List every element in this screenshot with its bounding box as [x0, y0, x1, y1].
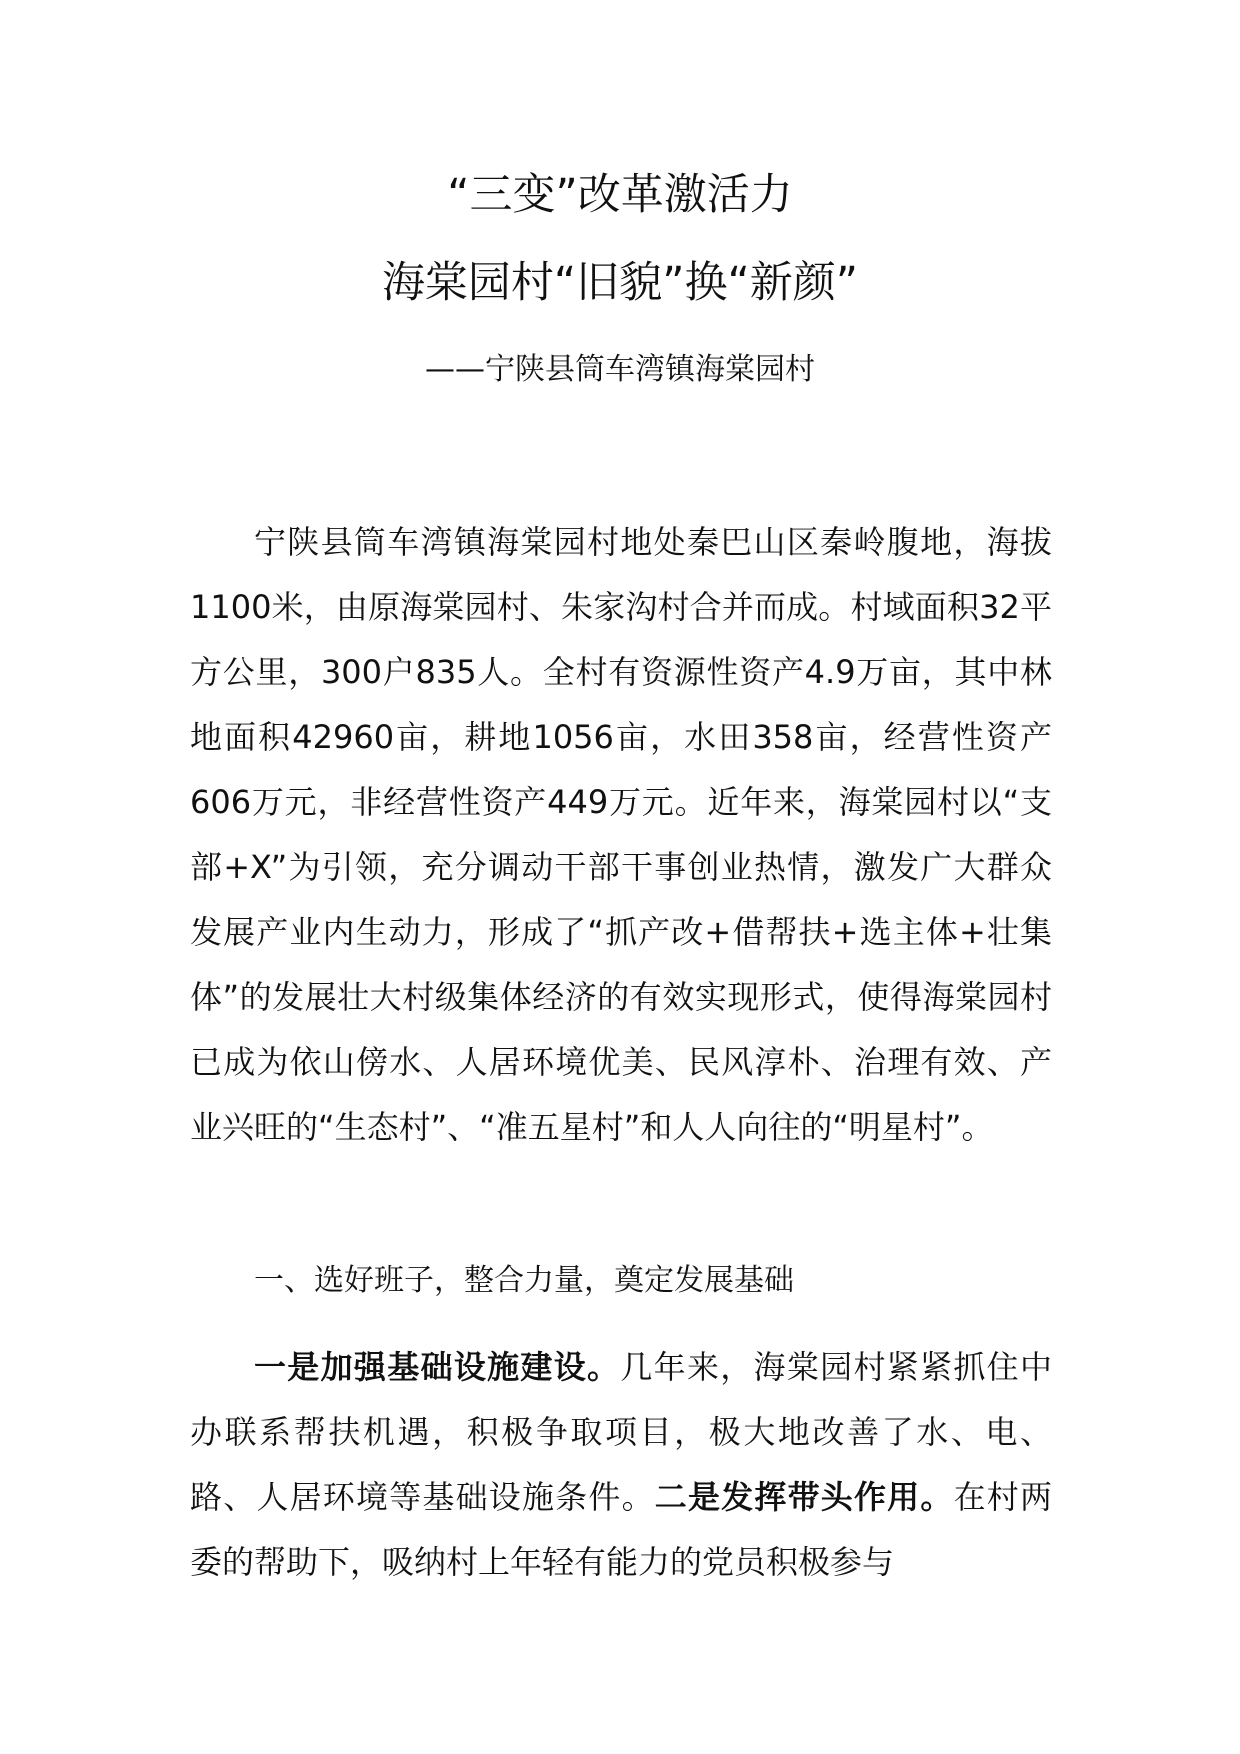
bold-lead-text: 一是加强基础设施建设。 [254, 1348, 621, 1386]
bold-lead-text: 二是发挥带头作用。 [654, 1478, 954, 1516]
section-heading: 一、选好班子，整合力量，奠定发展基础 [254, 1263, 794, 1298]
paragraph-text: 在村两委的帮助下，吸纳村上年轻有能力的党员积极参与 [190, 1478, 1052, 1581]
intro-paragraph: 宁陕县筒车湾镇海棠园村地处秦巴山区秦岭腹地，海拔1100米，由原海棠园村、朱家沟村合并而成。村域面积32平方公里，300户835人。全村有资源性资产4.9万亩，其中林地面积42960亩，耕地1056亩，水田358亩，经营性资产606万元，非经营性资产449万元。近年来，海棠园村以“支部+X”为引领，充分调动干部干事创业热情，激发广大群众发展产业内生动力，形成了“抓产改+借帮扶+选主体+壮集体”的发展壮大村级集体经济的有效实现形式，使得海棠园村已成为依山傍水、人居环境优美、民风淳朴、治理有效、产业兴旺的“生态村”、“准五星村”和人人向往的“明星村”。 [190, 523, 1052, 1146]
document-title-line-1: “三变”改革激活力 [447, 170, 793, 220]
document-subtitle: ——宁陕县筒车湾镇海棠园村 [425, 352, 815, 387]
body-paragraph [190, 1335, 1052, 1595]
paragraph-text: 几年来，海棠园村紧紧抓住中办联系帮扶机遇，积极争取项目，极大地改善了水、电、路、人居环境等基础设施条件。 [190, 1348, 1052, 1516]
document-title-line-2: 海棠园村“旧貌”换“新颜” [381, 258, 859, 308]
